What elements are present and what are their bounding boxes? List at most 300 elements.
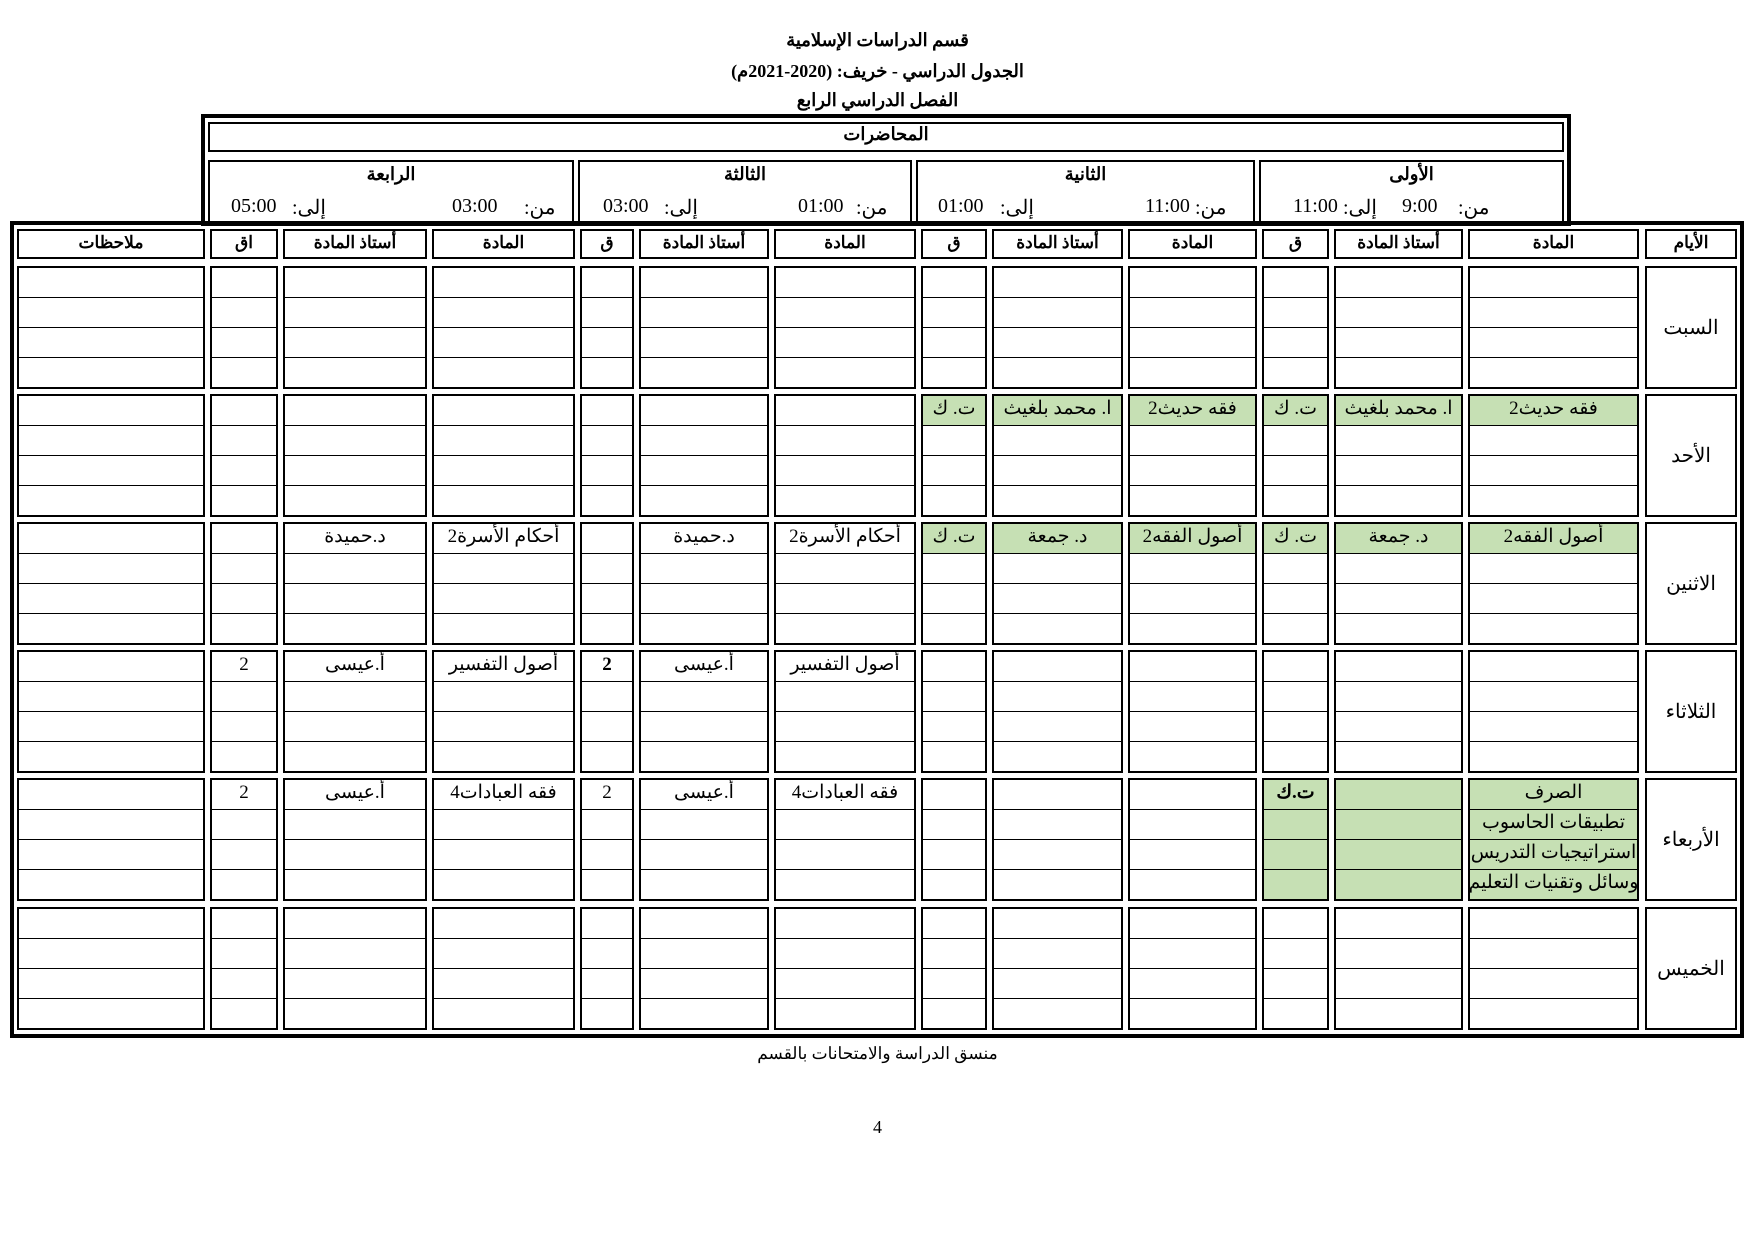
period-3-to: 03:00: [603, 195, 649, 217]
schedule-title: الجدول الدراسي - خريف: (2020-2021م): [731, 61, 1024, 81]
row-divider: [210, 869, 278, 870]
period-1-from: 9:00: [1402, 195, 1438, 217]
row-divider: [992, 553, 1123, 554]
row-divider: [639, 455, 769, 456]
row-divider: [639, 327, 769, 328]
row-divider: [639, 711, 769, 712]
row-divider: [992, 357, 1123, 358]
row-divider: [283, 297, 427, 298]
row-divider: [639, 613, 769, 614]
row-divider: [992, 583, 1123, 584]
row-divider: [283, 485, 427, 486]
row-divider: [1334, 613, 1463, 614]
row-divider: [992, 485, 1123, 486]
row-divider: [1128, 809, 1257, 810]
row-divider: [1468, 357, 1639, 358]
column-header-t2: أستاذ المادة: [1016, 233, 1099, 252]
period-3-from-label: من:: [856, 197, 888, 219]
row-divider: [1468, 327, 1639, 328]
row-divider: [1334, 553, 1463, 554]
row-divider: [1262, 998, 1329, 999]
day-sun: الأحد: [1671, 445, 1711, 467]
row-divider: [432, 681, 575, 682]
row-divider: [580, 425, 634, 426]
row-divider: [992, 741, 1123, 742]
cell-tue-t3: أ.عيسى: [674, 654, 734, 675]
department-title: قسم الدراسات الإسلامية: [786, 30, 969, 50]
cell-tue-s4: أصول التفسير: [448, 654, 559, 675]
row-divider: [17, 869, 205, 870]
row-divider: [992, 455, 1123, 456]
row-divider: [1262, 455, 1329, 456]
row-divider: [1262, 613, 1329, 614]
row-divider: [1468, 455, 1639, 456]
row-divider: [17, 425, 205, 426]
row-divider: [921, 681, 987, 682]
row-divider: [283, 869, 427, 870]
period-1-from-label: من:: [1458, 197, 1490, 219]
row-divider: [774, 839, 916, 840]
row-divider: [1468, 297, 1639, 298]
row-divider: [580, 357, 634, 358]
row-divider: [1128, 711, 1257, 712]
row-divider: [580, 938, 634, 939]
period-4-name: الرابعة: [366, 164, 416, 184]
row-divider: [1334, 711, 1463, 712]
row-divider: [1128, 485, 1257, 486]
row-divider: [921, 869, 987, 870]
row-divider: [432, 583, 575, 584]
row-divider: [210, 938, 278, 939]
row-divider: [1334, 425, 1463, 426]
day-sat: السبت: [1663, 317, 1719, 339]
row-divider: [1128, 869, 1257, 870]
row-divider: [580, 613, 634, 614]
cell-tue-t4: أ.عيسى: [325, 654, 385, 675]
row-divider: [992, 425, 1123, 426]
row-divider: [17, 938, 205, 939]
row-divider: [580, 553, 634, 554]
row-divider: [774, 968, 916, 969]
row-divider: [992, 968, 1123, 969]
row-divider: [639, 681, 769, 682]
period-2-from: 11:00: [1145, 195, 1190, 217]
row-divider: [774, 455, 916, 456]
row-divider: [17, 327, 205, 328]
period-2-from-label: من:: [1195, 197, 1227, 219]
row-divider: [1128, 553, 1257, 554]
row-divider: [639, 998, 769, 999]
row-divider: [580, 809, 634, 810]
row-divider: [432, 297, 575, 298]
row-divider: [774, 583, 916, 584]
cell-mon-t1: د. جمعة: [1368, 526, 1429, 547]
row-divider: [580, 839, 634, 840]
cell-sun-t2: ا. محمد بلغيث: [1003, 398, 1112, 419]
row-divider: [1334, 357, 1463, 358]
row-divider: [774, 938, 916, 939]
row-divider: [580, 869, 634, 870]
row-divider: [283, 357, 427, 358]
row-divider: [17, 613, 205, 614]
row-divider: [283, 583, 427, 584]
row-divider: [580, 968, 634, 969]
row-divider: [210, 741, 278, 742]
row-divider: [639, 869, 769, 870]
row-divider: [1468, 553, 1639, 554]
row-divider: [210, 297, 278, 298]
cell-wed-s1: تطبيقات الحاسوب: [1481, 812, 1626, 833]
row-divider: [432, 938, 575, 939]
period-4-from: 03:00: [452, 195, 498, 217]
row-divider: [921, 425, 987, 426]
row-divider: [1128, 741, 1257, 742]
cell-mon-s4: أحكام الأسرة2: [447, 526, 560, 547]
row-divider: [921, 809, 987, 810]
row-divider: [283, 741, 427, 742]
row-divider: [774, 869, 916, 870]
row-divider: [1468, 998, 1639, 999]
row-divider: [283, 839, 427, 840]
row-divider: [1128, 998, 1257, 999]
cell-mon-s3: أحكام الأسرة2: [789, 526, 901, 547]
row-divider: [921, 485, 987, 486]
day-wed: الأربعاء: [1662, 829, 1720, 851]
column-header-h3: ق: [600, 233, 614, 252]
row-divider: [210, 583, 278, 584]
period-1-name: الأولى: [1389, 164, 1434, 184]
row-divider: [774, 425, 916, 426]
row-divider: [921, 938, 987, 939]
row-divider: [774, 553, 916, 554]
column-header-t1: أستاذ المادة: [1357, 233, 1440, 252]
row-divider: [210, 327, 278, 328]
row-divider: [921, 613, 987, 614]
row-divider: [432, 839, 575, 840]
row-divider: [1468, 425, 1639, 426]
row-divider: [210, 711, 278, 712]
row-divider: [580, 711, 634, 712]
row-divider: [432, 357, 575, 358]
cell-sun-h1: ت. ك: [1273, 398, 1318, 419]
row-divider: [17, 485, 205, 486]
cell-tue-s3: أصول التفسير: [790, 654, 900, 675]
period-3-from: 01:00: [798, 195, 844, 217]
cell-wed-t3: أ.عيسى: [674, 782, 734, 803]
row-divider: [1334, 455, 1463, 456]
row-divider: [1334, 297, 1463, 298]
row-divider: [580, 485, 634, 486]
row-divider: [1468, 741, 1639, 742]
row-divider: [210, 968, 278, 969]
cell-sun-t1: ا. محمد بلغيث: [1344, 398, 1453, 419]
row-divider: [17, 357, 205, 358]
row-divider: [1262, 485, 1329, 486]
row-divider: [17, 809, 205, 810]
row-divider: [17, 741, 205, 742]
row-divider: [210, 425, 278, 426]
row-divider: [432, 741, 575, 742]
row-divider: [283, 613, 427, 614]
column-header-t3: أستاذ المادة: [662, 233, 746, 252]
row-divider: [992, 297, 1123, 298]
row-divider: [283, 938, 427, 939]
row-divider: [1128, 425, 1257, 426]
row-divider: [580, 998, 634, 999]
period-2-to: 01:00: [938, 195, 984, 217]
row-divider: [580, 583, 634, 584]
row-divider: [1262, 809, 1329, 810]
row-divider: [210, 455, 278, 456]
row-divider: [921, 583, 987, 584]
row-divider: [774, 681, 916, 682]
cell-sun-h2: ت. ك: [932, 398, 976, 419]
row-divider: [283, 425, 427, 426]
column-header-s2: المادة: [1171, 233, 1214, 252]
row-divider: [1128, 681, 1257, 682]
row-divider: [1334, 998, 1463, 999]
column-header-days: الأيام: [1673, 233, 1709, 252]
row-divider: [432, 809, 575, 810]
row-divider: [1334, 583, 1463, 584]
row-divider: [283, 809, 427, 810]
row-divider: [1262, 869, 1329, 870]
row-divider: [210, 998, 278, 999]
row-divider: [283, 998, 427, 999]
row-divider: [210, 613, 278, 614]
row-divider: [1128, 357, 1257, 358]
row-divider: [1334, 809, 1463, 810]
row-divider: [1128, 613, 1257, 614]
cell-tue-h3: 2: [602, 654, 612, 675]
row-divider: [1262, 711, 1329, 712]
row-divider: [432, 485, 575, 486]
row-divider: [992, 711, 1123, 712]
row-divider: [639, 425, 769, 426]
cell-tue-h4: 2: [239, 654, 249, 675]
row-divider: [210, 681, 278, 682]
row-divider: [283, 553, 427, 554]
row-divider: [283, 681, 427, 682]
row-divider: [1334, 681, 1463, 682]
cell-mon-t3: د.حميدة: [673, 526, 735, 547]
row-divider: [921, 998, 987, 999]
period-2-to-label: إلى:: [1000, 197, 1034, 219]
row-divider: [774, 327, 916, 328]
row-divider: [1468, 938, 1639, 939]
semester-title: الفصل الدراسي الرابع: [796, 90, 959, 110]
row-divider: [210, 357, 278, 358]
row-divider: [921, 327, 987, 328]
row-divider: [432, 425, 575, 426]
column-header-s3: المادة: [824, 233, 866, 252]
row-divider: [1468, 583, 1639, 584]
row-divider: [1334, 869, 1463, 870]
row-divider: [432, 455, 575, 456]
row-divider: [774, 809, 916, 810]
column-header-s4: المادة: [482, 233, 525, 252]
row-divider: [1334, 327, 1463, 328]
row-divider: [1128, 583, 1257, 584]
cell-wed-s1: وسائل وتقنيات التعليم: [1468, 872, 1639, 893]
row-divider: [639, 583, 769, 584]
row-divider: [17, 455, 205, 456]
row-divider: [1468, 485, 1639, 486]
row-divider: [432, 711, 575, 712]
period-4-to-label: إلى:: [292, 197, 326, 219]
row-divider: [1262, 357, 1329, 358]
row-divider: [992, 681, 1123, 682]
row-divider: [992, 869, 1123, 870]
row-divider: [283, 455, 427, 456]
column-header-s1: المادة: [1532, 233, 1575, 252]
row-divider: [921, 711, 987, 712]
row-divider: [432, 327, 575, 328]
cell-wed-s4: فقه العبادات4: [450, 782, 557, 803]
column-header-h1: ق: [1288, 233, 1303, 252]
day-mon: الاثنين: [1666, 573, 1716, 595]
cell-mon-t2: د. جمعة: [1027, 526, 1088, 547]
cell-mon-s2: أصول الفقه2: [1142, 526, 1243, 547]
row-divider: [992, 938, 1123, 939]
row-divider: [774, 485, 916, 486]
period-1-to-label: إلى:: [1343, 197, 1377, 219]
row-divider: [580, 681, 634, 682]
row-divider: [1262, 327, 1329, 328]
row-divider: [1468, 681, 1639, 682]
row-divider: [639, 357, 769, 358]
row-divider: [992, 809, 1123, 810]
day-thu: الخميس: [1657, 958, 1725, 980]
row-divider: [921, 839, 987, 840]
row-divider: [1334, 968, 1463, 969]
cell-wed-t4: أ.عيسى: [325, 782, 385, 803]
period-2-name: الثانية: [1064, 164, 1107, 184]
row-divider: [580, 327, 634, 328]
row-divider: [1262, 583, 1329, 584]
row-divider: [580, 455, 634, 456]
row-divider: [639, 741, 769, 742]
row-divider: [1262, 681, 1329, 682]
lectures-title: المحاضرات: [843, 124, 929, 144]
row-divider: [921, 741, 987, 742]
row-divider: [432, 553, 575, 554]
cell-mon-t4: د.حميدة: [324, 526, 386, 547]
row-divider: [639, 809, 769, 810]
row-divider: [1468, 968, 1639, 969]
row-divider: [432, 968, 575, 969]
row-divider: [774, 741, 916, 742]
row-divider: [1468, 711, 1639, 712]
row-divider: [17, 297, 205, 298]
row-divider: [774, 998, 916, 999]
row-divider: [17, 998, 205, 999]
row-divider: [432, 869, 575, 870]
row-divider: [1262, 968, 1329, 969]
column-header-t4: أستاذ المادة: [313, 233, 397, 252]
row-divider: [432, 998, 575, 999]
row-divider: [1128, 938, 1257, 939]
row-divider: [432, 613, 575, 614]
row-divider: [992, 839, 1123, 840]
row-divider: [992, 998, 1123, 999]
row-divider: [992, 613, 1123, 614]
page-number: 4: [873, 1117, 882, 1137]
row-divider: [17, 839, 205, 840]
row-divider: [639, 485, 769, 486]
row-divider: [210, 485, 278, 486]
row-divider: [1262, 553, 1329, 554]
column-header-notes: ملاحظات: [78, 233, 144, 252]
column-header-h2: ق: [947, 233, 961, 252]
row-divider: [283, 327, 427, 328]
row-divider: [17, 968, 205, 969]
cell-wed-s3: فقه العبادات4: [791, 782, 899, 803]
row-divider: [210, 553, 278, 554]
row-divider: [210, 809, 278, 810]
period-1-to: 11:00: [1293, 195, 1338, 217]
period-3-to-label: إلى:: [664, 197, 698, 219]
row-divider: [1128, 839, 1257, 840]
row-divider: [921, 553, 987, 554]
row-divider: [921, 968, 987, 969]
coordinator-signature-line: منسق الدراسة والامتحانات بالقسم: [757, 1044, 998, 1063]
row-divider: [210, 839, 278, 840]
cell-wed-s1: الصرف: [1524, 782, 1583, 803]
row-divider: [1128, 297, 1257, 298]
period-3-name: الثالثة: [724, 164, 766, 184]
row-divider: [1262, 741, 1329, 742]
row-divider: [639, 297, 769, 298]
row-divider: [639, 968, 769, 969]
row-divider: [17, 553, 205, 554]
row-divider: [283, 711, 427, 712]
row-divider: [1334, 741, 1463, 742]
row-divider: [17, 711, 205, 712]
row-divider: [774, 711, 916, 712]
row-divider: [17, 583, 205, 584]
row-divider: [1128, 968, 1257, 969]
row-divider: [17, 681, 205, 682]
row-divider: [774, 357, 916, 358]
cell-wed-h1: ت.ك: [1276, 782, 1315, 803]
row-divider: [921, 357, 987, 358]
cell-wed-h4: 2: [239, 782, 249, 803]
cell-mon-h2: ت. ك: [932, 526, 976, 547]
row-divider: [1334, 839, 1463, 840]
row-divider: [639, 553, 769, 554]
cell-wed-s1: استراتيجيات التدريس: [1470, 842, 1637, 863]
cell-sun-s1: فقه حديث2: [1509, 398, 1598, 419]
row-divider: [639, 938, 769, 939]
row-divider: [992, 327, 1123, 328]
cell-mon-s1: أصول الفقه2: [1503, 526, 1604, 547]
cell-wed-h3: 2: [602, 782, 612, 803]
row-divider: [1262, 297, 1329, 298]
row-divider: [639, 839, 769, 840]
row-divider: [1468, 613, 1639, 614]
row-divider: [1128, 455, 1257, 456]
row-divider: [921, 455, 987, 456]
row-divider: [580, 741, 634, 742]
row-divider: [580, 297, 634, 298]
row-divider: [1262, 839, 1329, 840]
row-divider: [921, 297, 987, 298]
row-divider: [283, 968, 427, 969]
column-header-h4: اق: [235, 233, 253, 252]
row-divider: [1334, 485, 1463, 486]
day-tue: الثلاثاء: [1665, 701, 1717, 723]
